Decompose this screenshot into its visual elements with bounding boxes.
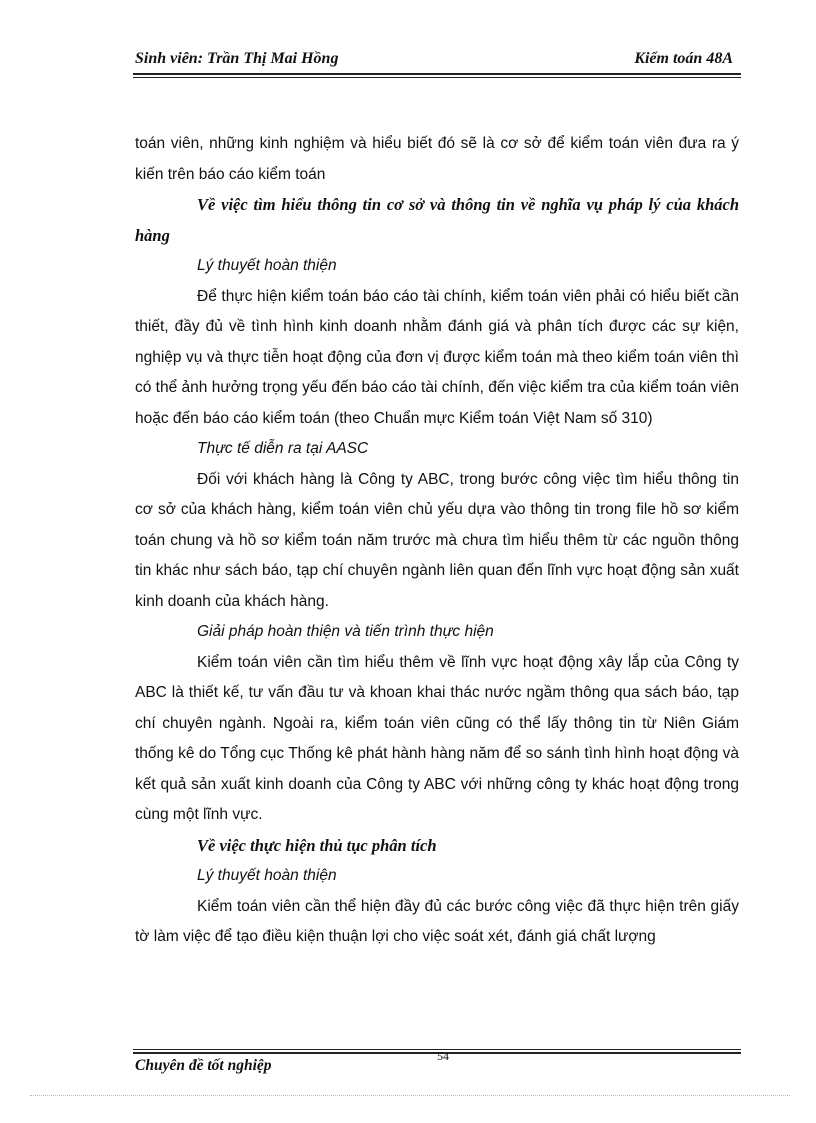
section-heading-analytical-procedures: Về việc thực hiện thủ tục phân tích	[197, 835, 437, 855]
page-footer	[135, 1049, 739, 1079]
header-rule-thin	[133, 77, 741, 78]
header-student-name: Sinh viên: Trần Thị Mai Hồng	[135, 50, 339, 67]
document-body	[135, 129, 739, 953]
subheading-theory-2: Lý thuyết hoàn thiện	[197, 867, 337, 884]
paragraph-theory-2: Kiểm toán viên cần thể hiện đầy đủ các bước công việc đã thực hiện trên giấy tờ làm việc để tạo điều kiện thuận lợi cho việc soát xét, đánh giá chất lượng	[135, 897, 739, 945]
section-heading-client-info: Về việc tìm hiểu thông tin cơ sở và thông tin về nghĩa vụ pháp lý của khách hàng	[135, 195, 739, 245]
paragraph-theory: Để thực hiện kiểm toán báo cáo tài chính, kiểm toán viên phải có hiểu biết cần thiết, đầy đủ về tình hình kinh doanh nhằm đánh giá và phân tích được các sự kiện, nghiệp vụ và thực tiễn hoạt động của đơn vị được kiểm toán mà theo kiểm toán viên thì có thể ảnh hưởng trọng yếu đến báo cáo tài chính, đến việc kiểm tra của kiểm toán viên hoặc đến báo cáo kiểm toán (theo Chuẩn mực Kiểm toán Việt Nam số 310)	[135, 287, 739, 427]
paragraph-continuation: toán viên, những kinh nghiệm và hiểu biết đó sẽ là cơ sở để kiểm toán viên đưa ra ý kiến trên báo cáo kiểm toán	[135, 135, 739, 183]
header-class: Kiểm toán 48A	[634, 50, 733, 67]
header-rule-thick	[133, 73, 741, 75]
subheading-theory: Lý thuyết hoàn thiện	[197, 257, 337, 274]
page-edge-dotted-line	[30, 1095, 790, 1096]
page-header	[135, 48, 739, 72]
paragraph-solution: Kiểm toán viên cần tìm hiểu thêm về lĩnh vực hoạt động xây lắp của Công ty ABC là thiết kế, tư vấn đầu tư và khoan khai thác nước ngầm thông qua sách báo, tạp chí chuyên ngành. Ngoài ra, kiểm toán viên cũng có thể lấy thông tin từ Niên Giám thống kê do Tổng cục Thống kê phát hành hàng năm để so sánh tình hình hoạt động và kết quả sản xuất kinh doanh của Công ty ABC với những công ty khác hoạt động trong cùng một lĩnh vực.	[135, 653, 739, 823]
page-number: 54	[437, 1049, 449, 1063]
subheading-solution: Giải pháp hoàn thiện và tiến trình thực hiện	[197, 623, 494, 640]
paragraph-practice: Đối với khách hàng là Công ty ABC, trong bước công việc tìm hiểu thông tin cơ sở của khách hàng, kiểm toán viên chủ yếu dựa vào thông tin trong file hồ sơ kiểm toán chung và hồ sơ kiểm toán năm trước mà chưa tìm hiểu thêm từ các nguồn thông tin khác như sách báo, tạp chí chuyên ngành liên quan đến lĩnh vực hoạt động sản xuất kinh doanh của khách hàng.	[135, 470, 739, 610]
footer-title: Chuyên đề tốt nghiệp	[135, 1057, 272, 1074]
subheading-practice: Thực tế diễn ra tại AASC	[197, 440, 369, 457]
